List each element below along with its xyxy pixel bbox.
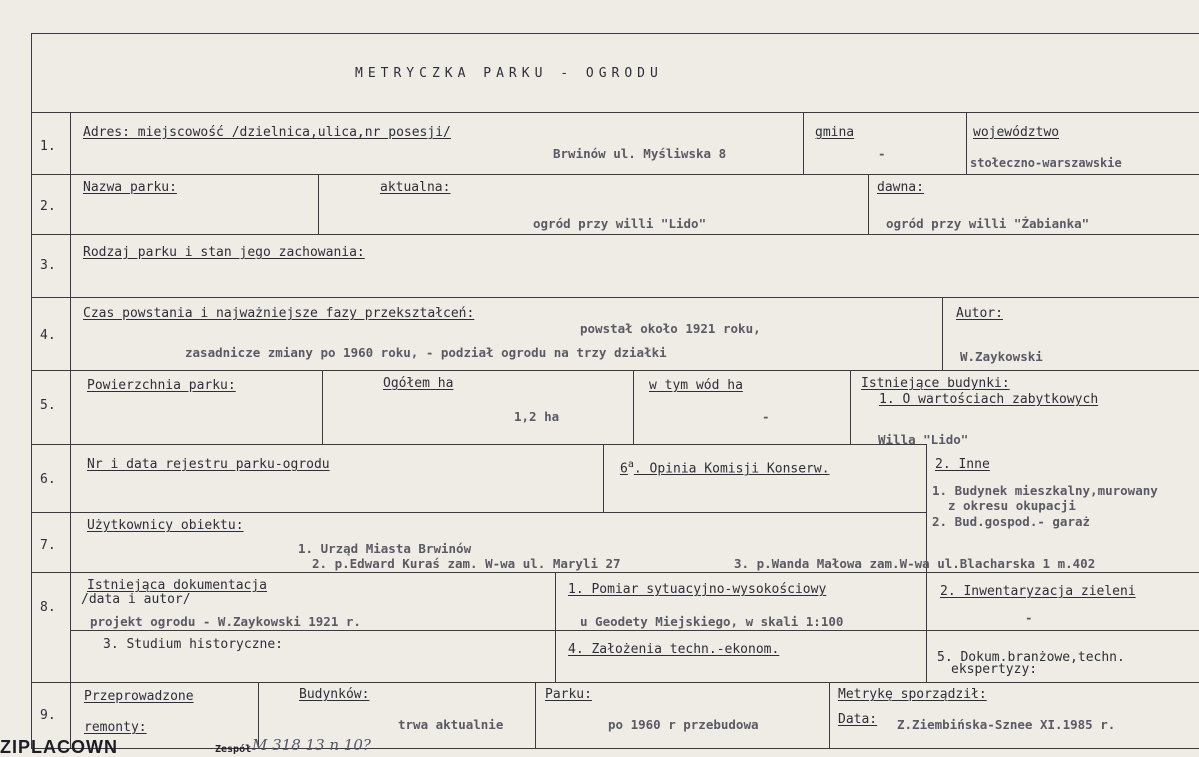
author-value: W.Zaykowski	[960, 349, 1043, 364]
r6-other-divider	[926, 444, 927, 572]
r9-prepared-divider	[829, 682, 830, 748]
documentation-value: projekt ogrodu - W.Zaykowski 1921 r.	[90, 614, 361, 629]
row-9-top-border	[31, 682, 1199, 683]
row-number-5: 5.	[40, 398, 56, 413]
gmina-label: gmina	[815, 125, 855, 140]
prepared-by-value: Z.Ziembińska-Sznee XI.1985 r.	[897, 717, 1116, 732]
total-area-value: 1,2 ha	[514, 409, 560, 424]
expertise-label-1: 5. Dokum.branżowe,techn.	[937, 650, 1125, 665]
existing-buildings-label: Istniejące budynki:	[861, 376, 1010, 391]
prepared-by-label: Metrykę sporządził:	[838, 687, 987, 702]
users-value-2: 2. p.Edward Kuraś zam. W-wa ul. Maryli 27	[312, 556, 621, 571]
buildings-repairs-label: Budynków:	[299, 687, 370, 702]
opinion-superscript: a	[627, 459, 634, 470]
r9-park-divider	[535, 682, 536, 748]
other-buildings-value-1: 1. Budynek mieszkalny,murowany	[932, 483, 1158, 498]
row-number-8: 8.	[40, 600, 56, 615]
history-phases-value-1: powstał około 1921 roku,	[580, 321, 761, 336]
opinion-text: . Opinia Komisji Konserw.	[633, 461, 830, 477]
row-number-7: 7.	[40, 538, 56, 553]
other-buildings-label: 2. Inne	[935, 457, 990, 472]
r5-water-divider	[633, 370, 634, 444]
historic-buildings-label: 1. O wartościach zabytkowych	[879, 392, 1099, 407]
row-number-4: 4.	[40, 328, 56, 343]
users-label: Użytkownicy obiektu:	[87, 518, 244, 533]
row-number-3: 3.	[40, 258, 56, 273]
row-number-6: 6.	[40, 472, 56, 487]
row-7-top-border	[31, 512, 926, 513]
handwritten-signature: M 318 13 n 10?	[252, 736, 371, 754]
number-column-divider	[70, 112, 71, 748]
survey-value: u Geodety Miejskiego, w skali 1:100	[580, 614, 844, 629]
r6-opinion-divider	[603, 444, 604, 512]
history-phases-value-2: zasadnicze zmiany po 1960 roku, - podział ogrodu na trzy działki	[185, 345, 667, 360]
r4-author-divider	[942, 297, 943, 370]
greenery-value: -	[1025, 610, 1033, 625]
r1-gmina-divider	[803, 112, 804, 174]
water-area-value: -	[762, 409, 770, 424]
users-value-1: 1. Urząd Miasta Brwinów	[298, 541, 472, 556]
archive-stamp: ZIPLACOWN	[0, 737, 118, 757]
repairs-label-1: Przeprowadzone	[84, 689, 194, 704]
author-label: Autor:	[956, 306, 1003, 321]
register-label: Nr i data rejestru parku-ogrodu	[87, 457, 330, 472]
park-type-label: Rodzaj parku i stan jego zachowania:	[83, 245, 365, 260]
current-name-value: ogród przy willi "Lido"	[533, 216, 707, 231]
gmina-value: -	[878, 146, 886, 161]
users-value-3: 3. p.Wanda Małowa zam.W-wa ul.Blacharska 1 m.402	[734, 556, 1096, 571]
greenery-label: 2. Inwentaryzacja zieleni	[940, 584, 1136, 599]
form-title: METRYCZKA PARKU - OGRODU	[355, 66, 663, 81]
row-number-1: 1.	[40, 139, 56, 154]
r8-greenery-divider	[926, 572, 927, 682]
row-1-top-border	[31, 112, 1199, 113]
r2-name-divider	[318, 174, 319, 234]
r2-former-divider	[868, 174, 869, 234]
historic-buildings-value: Willa "Lido"	[878, 432, 969, 447]
row-2-top-border	[31, 174, 1199, 175]
documentation-label-1: Istniejąca dokumentacja	[87, 578, 268, 593]
current-name-label: aktualna:	[380, 180, 451, 195]
row-8-mid-border	[70, 630, 1199, 631]
history-phases-label: Czas powstania i najważniejsze fazy przekształceń:	[83, 306, 475, 321]
r8-survey-divider	[555, 572, 556, 682]
park-area-label: Powierzchnia parku:	[87, 378, 236, 393]
buildings-repairs-value: trwa aktualnie	[398, 717, 504, 732]
other-buildings-value-3: 2. Bud.gospod.- garaż	[932, 514, 1091, 529]
former-name-label: dawna:	[877, 180, 924, 195]
voivodeship-value: stołeczno-warszawskie	[970, 156, 1122, 170]
address-label: Adres: miejscowość /dzielnica,ulica,nr posesji/	[83, 125, 451, 140]
r1-woj-divider	[966, 112, 967, 174]
zespol-label: Zespół	[215, 744, 252, 755]
frame-left-border	[31, 33, 32, 749]
row-6-top-border	[31, 444, 926, 445]
row-number-2: 2.	[40, 199, 56, 214]
documentation-label-2: /data i autor/	[81, 592, 191, 607]
row-number-9: 9.	[40, 708, 56, 723]
frame-bottom-border	[31, 748, 1199, 749]
voivodeship-label: województwo	[973, 125, 1060, 140]
frame-top-border	[31, 33, 1199, 34]
survey-label: 1. Pomiar sytuacyjno-wysokościowy	[568, 582, 827, 597]
tech-econ-label: 4. Założenia techn.-ekonom.	[568, 642, 780, 657]
row-3-top-border	[31, 234, 1199, 235]
park-repairs-label: Parku:	[545, 687, 592, 702]
repairs-label-2: remonty:	[84, 720, 147, 735]
row-8-top-border	[31, 572, 1199, 573]
park-repairs-value: po 1960 r przebudowa	[608, 717, 759, 732]
historical-study-label: 3. Studium historyczne:	[103, 637, 284, 652]
opinion-label	[620, 457, 830, 476]
former-name-value: ogród przy willi "Żabianka"	[886, 216, 1090, 231]
opinion-number: 6	[620, 461, 628, 477]
address-value: Brwinów ul. Myśliwska 8	[553, 146, 727, 161]
r5-total-divider	[322, 370, 323, 444]
date-label: Data:	[838, 712, 878, 727]
water-area-label: w tym wód ha	[649, 378, 743, 393]
other-buildings-value-2: z okresu okupacji	[948, 498, 1076, 513]
park-name-label: Nazwa parku:	[83, 180, 177, 195]
expertise-label-2: ekspertyzy:	[951, 662, 1038, 677]
total-area-label: Ogółem ha	[383, 376, 454, 391]
row-4-top-border	[31, 297, 1199, 298]
r5-buildings-divider	[850, 370, 851, 444]
row-5-top-border	[31, 370, 1199, 371]
